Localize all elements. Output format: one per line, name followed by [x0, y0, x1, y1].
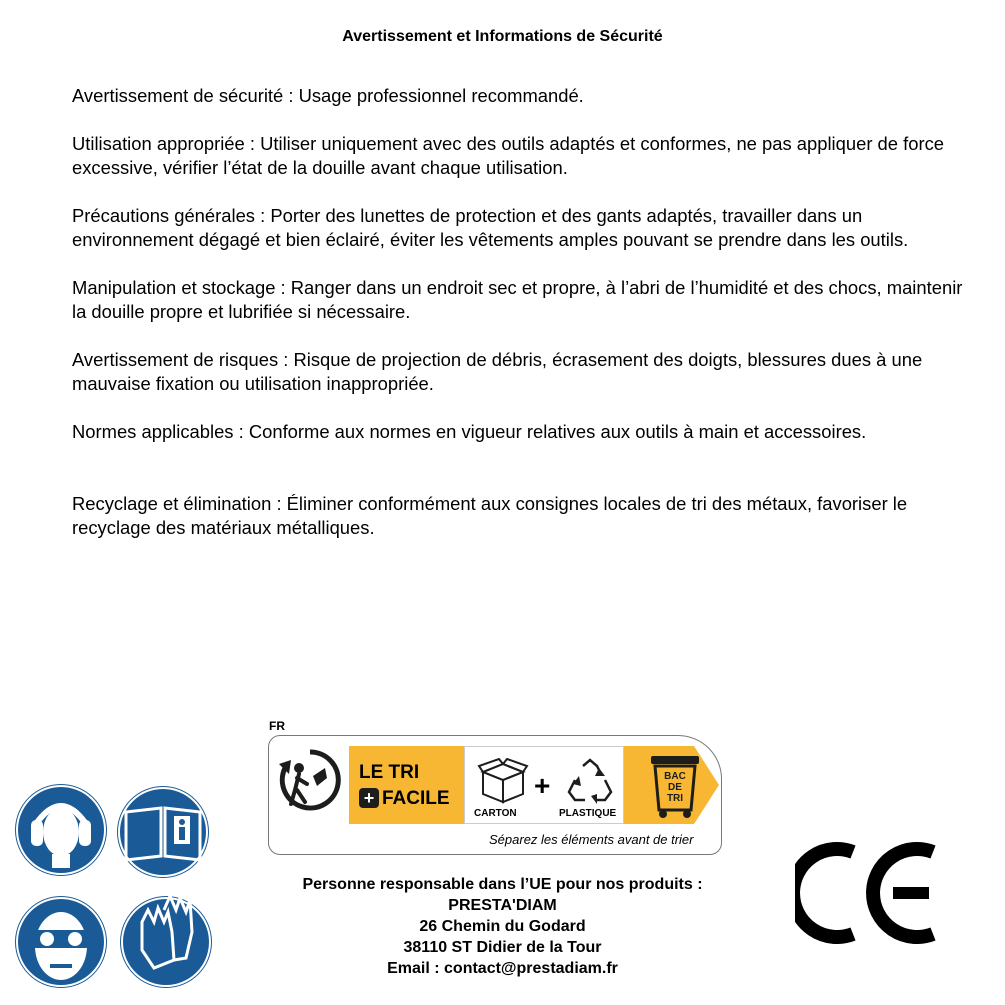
bin-text-3: TRI	[666, 793, 684, 804]
triman-icon	[277, 746, 343, 818]
paragraph-handling-storage: Manipulation et stockage : Ranger dans un endroit sec et propre, à l’abri de l’humidité et des chocs, maintenir la douille propre et lubrifiée si nécessaire.	[72, 277, 963, 322]
contact-email: Email : contact@prestadiam.fr	[387, 960, 618, 977]
bin-icon	[647, 752, 703, 820]
contact-line1: Personne responsable dans l’UE pour nos produits :	[302, 876, 703, 893]
triman-line1: LE TRI	[359, 762, 420, 783]
paragraph-risk-warning: Avertissement de risques : Risque de projection de débris, écrasement des doigts, blessures dues à une mauvaise fixation ou utilisation inappropriée.	[72, 349, 923, 394]
bin-text-1: BAC	[664, 771, 686, 782]
safety-pictograms	[14, 782, 214, 992]
ce-mark-icon	[795, 842, 940, 944]
safety-text	[72, 84, 972, 564]
triman-country: FR	[269, 719, 285, 733]
read-manual-icon	[117, 786, 209, 878]
triman-label	[268, 735, 722, 855]
safety-glasses-icon	[15, 896, 107, 988]
triman-footer: Séparez les éléments avant de trier	[489, 832, 694, 847]
address-street: 26 Chemin du Godard	[419, 918, 586, 935]
triman-line2-wrap	[359, 788, 450, 810]
paragraph-standards: Normes applicables : Conforme aux normes en vigueur relatives aux outils à main et accessoires.	[72, 421, 867, 442]
carton-box-icon	[477, 758, 529, 806]
plastique-label: PLASTIQUE	[559, 808, 617, 819]
plus-icon: +	[359, 788, 379, 808]
bin-text-2: DE	[668, 782, 682, 793]
paragraph-proper-use: Utilisation appropriée : Utiliser uniquement avec des outils adaptés et conformes, ne pas appliquer de force excessive, vérifier l’état de la douille avant chaque utilisation.	[72, 133, 945, 178]
gloves-icon	[120, 896, 212, 988]
company-name: PRESTA'DIAM	[448, 897, 557, 914]
paragraph-safety-warning: Avertissement de sécurité : Usage professionnel recommandé.	[72, 85, 584, 106]
triman-line2: FACILE	[382, 788, 450, 809]
triman-plus: +	[534, 770, 551, 801]
plastic-recycle-icon	[565, 758, 615, 806]
ear-protection-icon	[15, 784, 107, 876]
paragraph-general-precautions: Précautions générales : Porter des lunettes de protection et des gants adaptés, travailler dans un environnement dégagé et bien éclairé, éviter les vêtements amples pouvant se prendre dans les outils.	[72, 205, 909, 250]
address-city: 38110 ST Didier de la Tour	[403, 939, 602, 956]
paragraph-recycling: Recyclage et élimination : Éliminer conformément aux consignes locales de tri des métaux, favoriser le recyclage des matériaux métalliques.	[72, 493, 908, 538]
carton-label: CARTON	[474, 808, 517, 819]
document-title: Avertissement et Informations de Sécurité	[342, 28, 663, 45]
